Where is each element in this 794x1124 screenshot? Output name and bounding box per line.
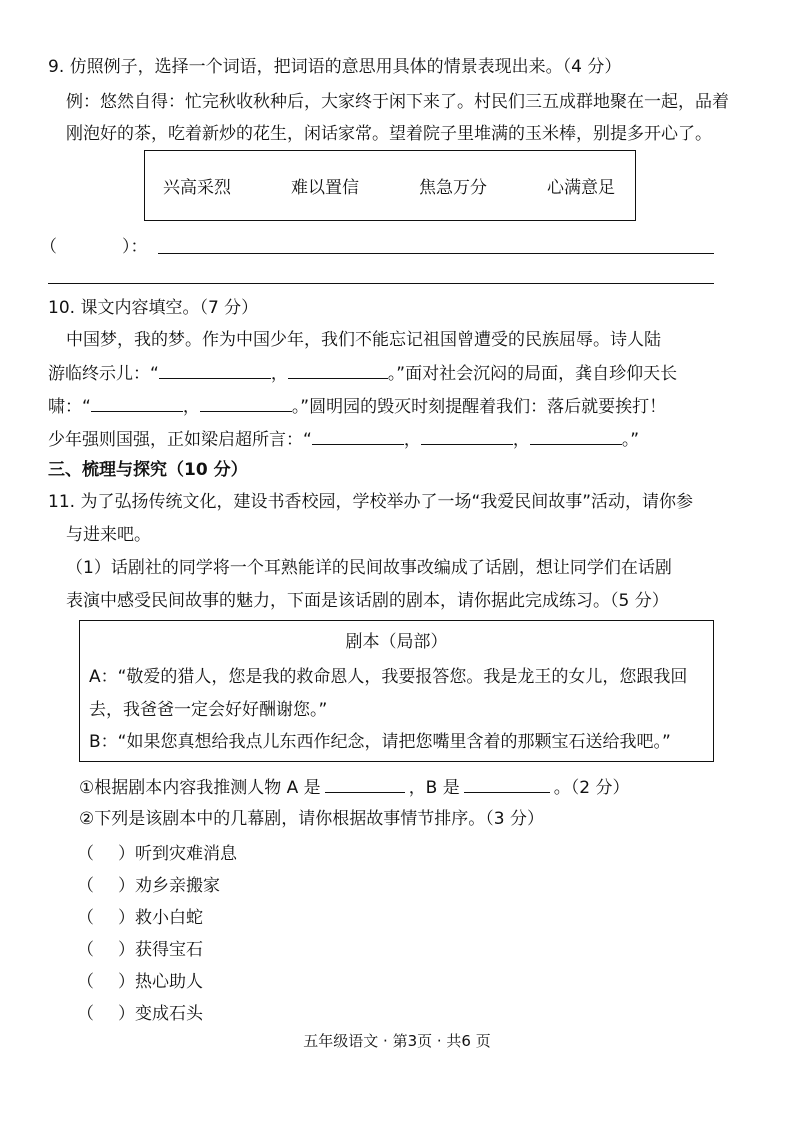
ordering-item-4 [77,939,203,961]
ordering-close-paren: ） [118,940,135,960]
q9-title: 9. 仿照例子，选择一个词语，把词语的意思用具体的情景表现出来。（4 分） [48,57,622,77]
ordering-close-paren: ） [118,844,135,864]
q10-line2-text-c: 。”面对社会沉闷的局面，龚自珍仰天长 [387,364,678,384]
ordering-open-paren: （ [77,972,94,992]
ordering-item-3 [77,907,203,929]
script-line-b: B：“如果您真想给我点儿东西作纪念，请把您嘴里含着的那颗宝石送给我吧。” [89,732,671,752]
q11-sub1-line2: 表演中感受民间故事的魅力，下面是该话剧的剧本，请你据此完成练习。（5 分） [66,591,669,611]
ordering-item-label: 热心助人 [135,972,203,992]
ordering-item-5 [77,971,203,993]
q10-blank-3[interactable] [91,395,183,412]
q11-q1-text-c: 。（2 分） [553,778,630,798]
q9-word-2: 难以置信 [291,178,359,198]
ordering-item-6 [77,1003,203,1025]
q10-blank-2[interactable] [288,362,388,379]
q10-line4-text-c: ， [512,430,530,450]
q10-line3 [48,395,666,418]
q10-line3-text-a: 啸：“ [48,397,91,417]
script-line-a1: A：“敬爱的猎人，您是我的救命恩人，我要报答您。我是龙王的女儿，您跟我回 [89,667,688,687]
ordering-close-paren: ） [118,1004,135,1024]
page-footer: 五年级语文 · 第3页 · 共6 页 [303,1032,491,1050]
q10-title: 10. 课文内容填空。（7 分） [48,298,259,318]
ordering-item-1 [77,843,237,865]
section3-title: 三、梳理与探究（10 分） [48,460,248,480]
q9-word-box [144,150,636,221]
q10-line2 [48,362,677,385]
q9-word-3: 焦急万分 [419,178,487,198]
q9-answer-close-paren: ）： [122,237,148,257]
q10-line3-text-b: ， [182,397,200,417]
q10-line1: 中国梦，我的梦。作为中国少年，我们不能忘记祖国曾遭受的民族屈辱。诗人陆 [66,330,661,350]
q10-line4-text-d: 。” [621,430,640,450]
q11-question-1 [79,776,630,799]
script-box [79,620,714,762]
ordering-open-paren: （ [77,908,94,928]
ordering-item-2 [77,875,220,897]
q9-example-line2: 刚泡好的茶，吃着新炒的花生，闲话家常。望着院子里堆满的玉米棒，别提多开心了。 [66,124,712,144]
q11-blank-b[interactable] [464,776,550,793]
q9-word-1: 兴高采烈 [163,178,231,198]
ordering-close-paren: ） [118,908,135,928]
script-title: 剧本（局部） [345,632,448,652]
ordering-item-label: 获得宝石 [135,940,203,960]
q9-example-line1: 例：悠然自得：忙完秋收秋种后，大家终于闲下来了。村民们三五成群地聚在一起，品着 [66,92,729,112]
ordering-open-paren: （ [77,876,94,896]
q10-line4-text-b: ， [403,430,421,450]
ordering-open-paren: （ [77,940,94,960]
q11-title-line2: 与进来吧。 [66,525,151,545]
q9-answer-line-1[interactable] [158,253,714,254]
q11-blank-a[interactable] [325,776,405,793]
ordering-close-paren: ） [118,972,135,992]
ordering-item-label: 听到灾难消息 [135,844,237,864]
q10-blank-4[interactable] [200,395,292,412]
ordering-open-paren: （ [77,844,94,864]
ordering-close-paren: ） [118,876,135,896]
q9-word-4: 心满意足 [547,178,615,198]
ordering-item-label: 劝乡亲搬家 [135,876,220,896]
q11-q1-text-b: ，B 是 [408,778,460,798]
q10-blank-5[interactable] [312,428,404,445]
q10-blank-6[interactable] [421,428,513,445]
q9-answer-line-2[interactable] [48,283,714,284]
q10-blank-7[interactable] [530,428,622,445]
q11-q1-text-a: ①根据剧本内容我推测人物 A 是 [79,778,321,798]
q10-line2-text-b: ， [270,364,288,384]
q10-line4-text-a: 少年强则国强，正如梁启超所言：“ [48,430,312,450]
q11-title-line1: 11. 为了弘扬传统文化，建设书香校园，学校举办了一场“我爱民间故事”活动，请你参 [48,492,694,512]
q10-line4 [48,428,639,451]
ordering-open-paren: （ [77,1004,94,1024]
q10-line2-text-a: 游临终示儿：“ [48,364,159,384]
ordering-item-label: 救小白蛇 [135,908,203,928]
q10-blank-1[interactable] [159,362,271,379]
q9-answer-open-paren: （ [40,237,57,257]
ordering-item-label: 变成石头 [135,1004,203,1024]
q11-question-2: ②下列是该剧本中的几幕剧，请你根据故事情节排序。（3 分） [79,809,544,829]
q10-line3-text-c: 。”圆明园的毁灭时刻提醒着我们：落后就要挨打！ [291,397,667,417]
q11-sub1-line1: （1）话剧社的同学将一个耳熟能详的民间故事改编成了话剧，想让同学们在话剧 [66,558,672,578]
script-line-a2: 去，我爸爸一定会好好酬谢您。” [89,700,328,720]
